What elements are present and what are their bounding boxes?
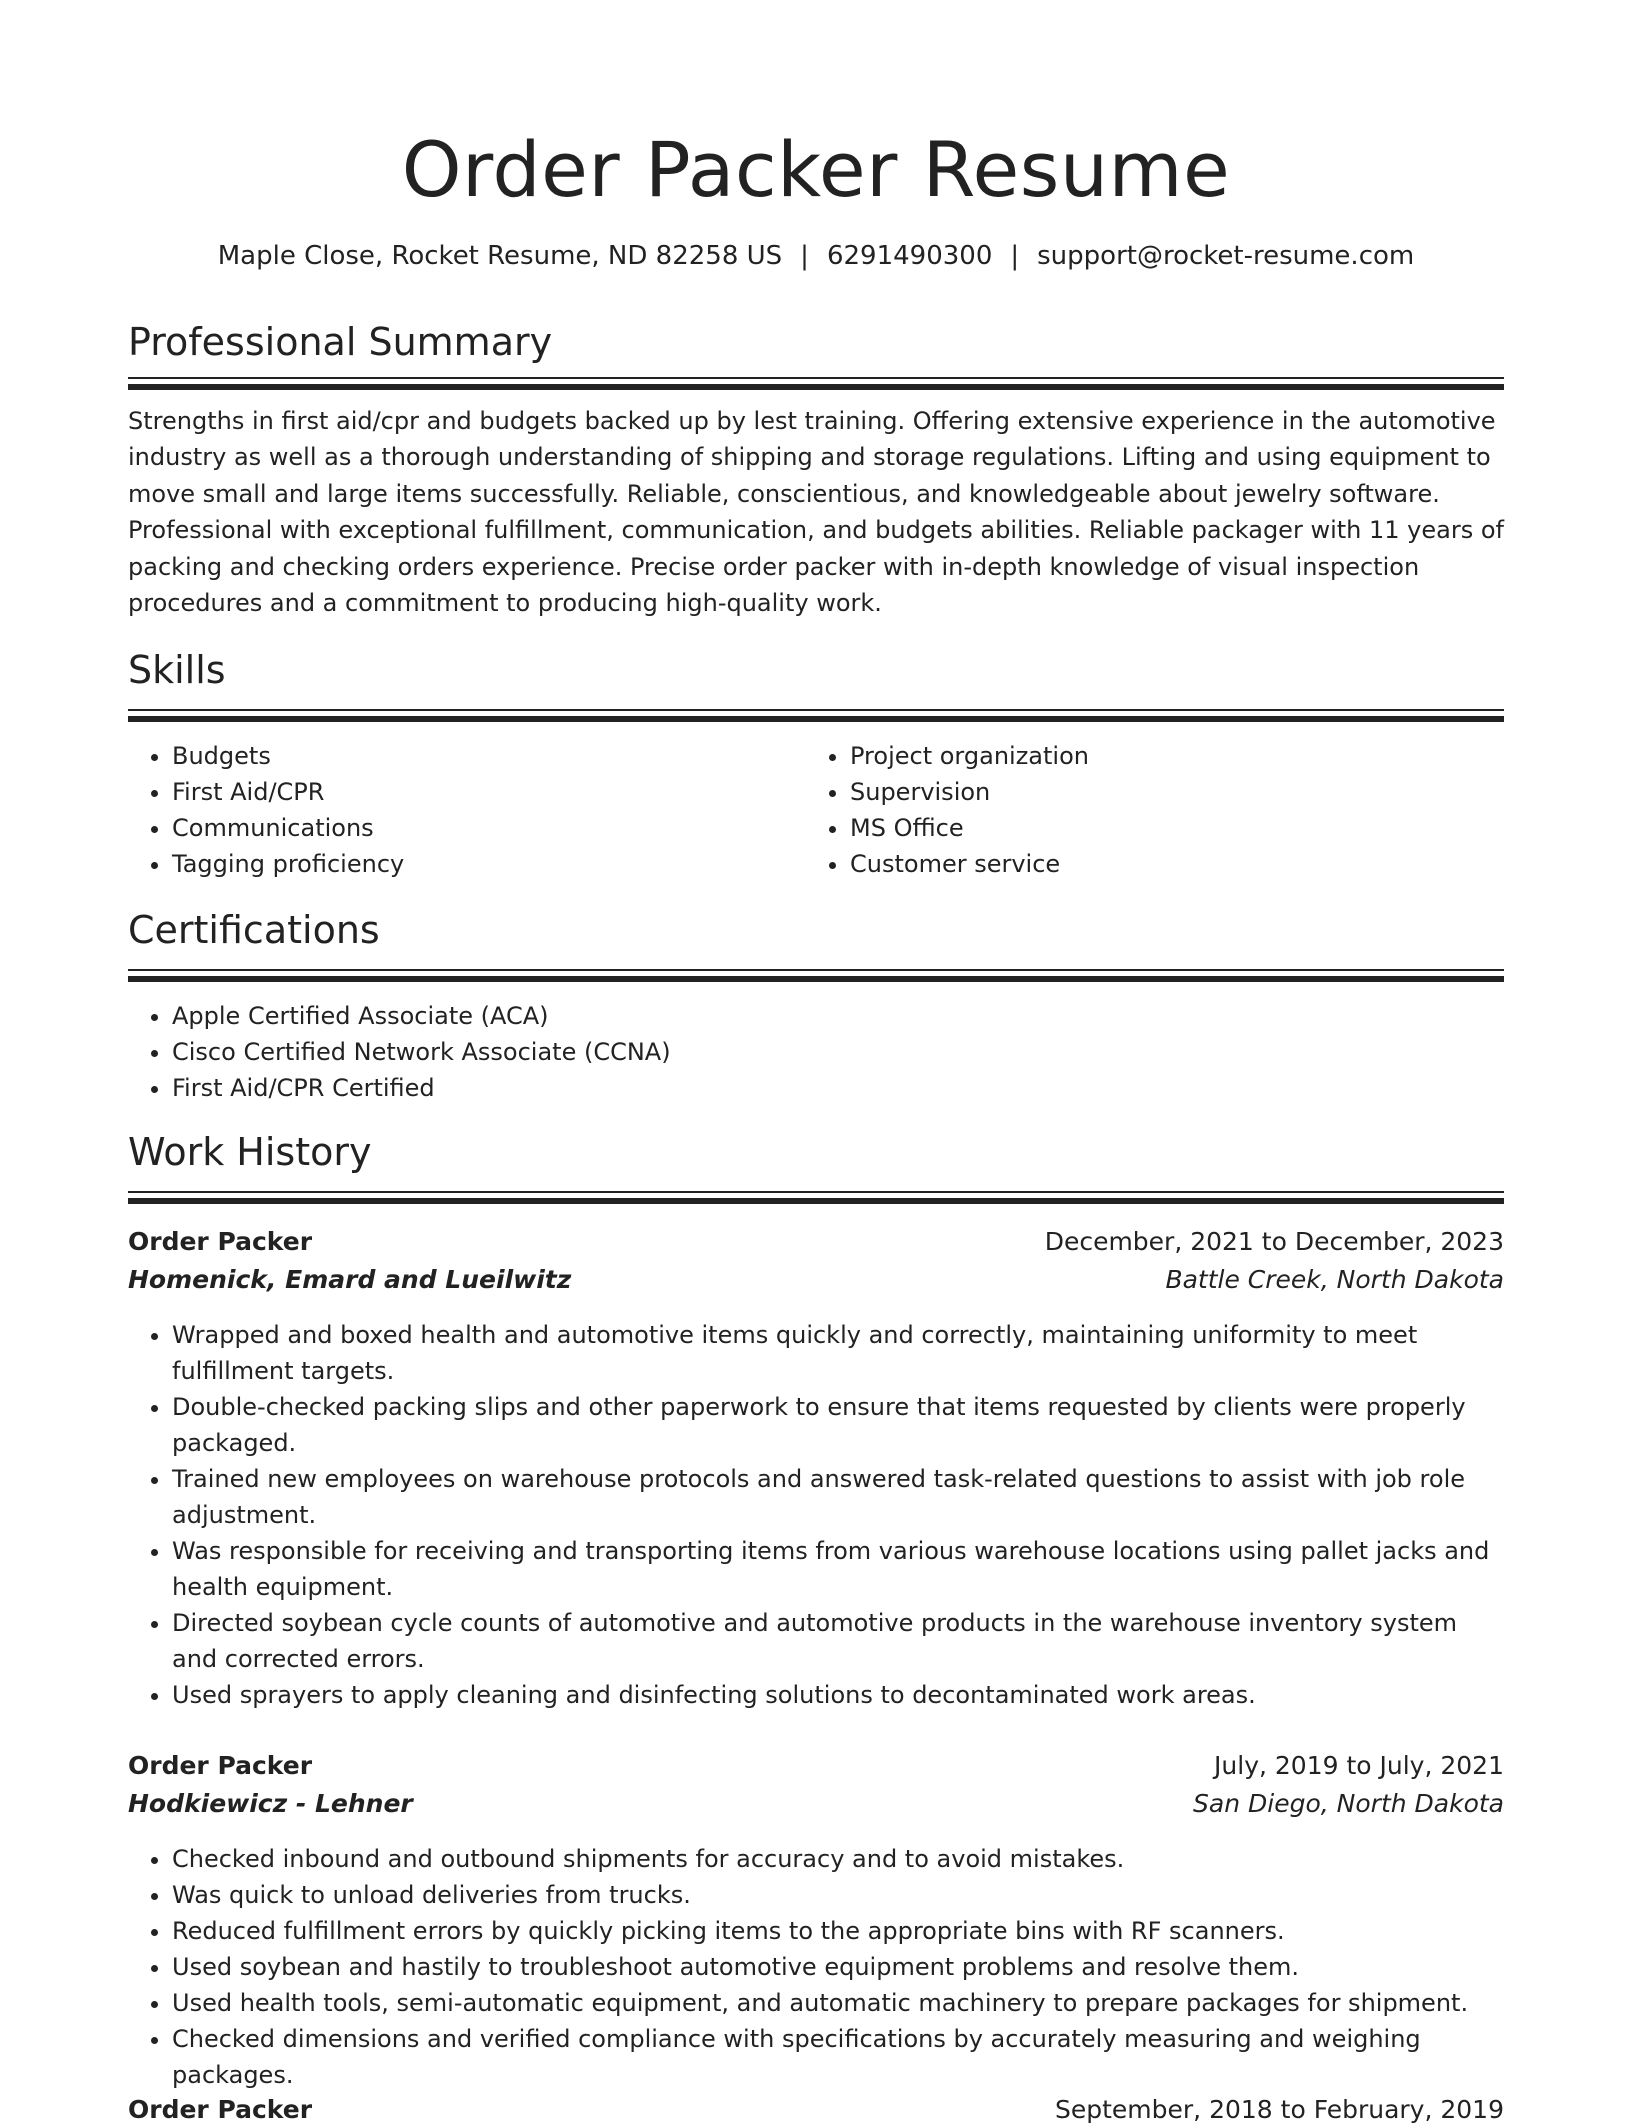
contact-separator: | <box>800 241 809 271</box>
job-title: Order Packer <box>128 1227 313 1256</box>
job-title: Order Packer <box>128 1751 313 1780</box>
section-divider <box>128 1191 1504 1202</box>
job-bullet: • Used health tools, semi-automatic equipment, and automatic machinery to prepare packages for shipment. <box>172 1985 1504 2021</box>
summary-heading: Professional Summary <box>128 320 553 364</box>
job-company: Homenick, Emard and Lueilwitz <box>128 1265 572 1294</box>
job-bullet: • Wrapped and boxed health and automotive items quickly and correctly, maintaining uniformity to meet fulfillment targets. <box>172 1317 1504 1389</box>
skill-item: • Budgets <box>172 738 812 774</box>
job-title: Order Packer <box>128 2095 313 2124</box>
certification-item: • Apple Certified Associate (ACA) <box>172 998 1504 1034</box>
job-bullet: • Reduced fulfillment errors by quickly picking items to the appropriate bins with RF scanners. <box>172 1913 1504 1949</box>
job-bullet: • Checked inbound and outbound shipments for accuracy and to avoid mistakes. <box>172 1841 1504 1877</box>
skill-item: • Supervision <box>850 774 1490 810</box>
job-bullet: • Checked dimensions and verified compliance with specifications by accurately measuring and weighing packages. <box>172 2021 1504 2093</box>
job-dates: July, 2019 to July, 2021 <box>1214 1751 1504 1780</box>
job-bullet: • Double-checked packing slips and other paperwork to ensure that items requested by clients were properly packaged. <box>172 1389 1504 1461</box>
certifications-heading: Certifications <box>128 908 380 952</box>
job-location: San Diego, North Dakota <box>1193 1789 1504 1818</box>
certification-item: • First Aid/CPR Certified <box>172 1070 1504 1106</box>
summary-text: Strengths in first aid/cpr and budgets backed up by lest training. Offering extensive experience in the automotive industry as well as a thorough understanding of shipping and storage regulations. Lifting and using equipment to move small and large items successfully. Reliable, conscientious, and knowledgeable about jewelry software. Professional with exceptional fulfillment, communication, and budgets abilities. Reliable packager with 11 years of packing and checking orders experience. Precise order packer with in-depth knowledge of visual inspection procedures and a commitment to producing high-quality work. <box>128 407 1504 618</box>
job-company: Hodkiewicz - Lehner <box>128 1789 413 1818</box>
skill-item: • Communications <box>172 810 812 846</box>
resume-title: Order Packer Resume <box>401 125 1231 214</box>
section-divider <box>128 969 1504 980</box>
skill-item: • Tagging proficiency <box>172 846 812 882</box>
section-divider <box>128 709 1504 720</box>
skill-item: • Project organization <box>850 738 1490 774</box>
work-history-heading: Work History <box>128 1130 372 1174</box>
certifications-list <box>128 998 1504 1106</box>
job-bullet: • Directed soybean cycle counts of automotive and automotive products in the warehouse inventory system and corrected errors. <box>172 1605 1504 1677</box>
job-bullet: • Was responsible for receiving and transporting items from various warehouse locations using pallet jacks and health equipment. <box>172 1533 1504 1605</box>
job-bullet: • Trained new employees on warehouse protocols and answered task-related questions to assist with job role adjustment. <box>172 1461 1504 1533</box>
job-bullet: • Was quick to unload deliveries from trucks. <box>172 1877 1504 1913</box>
section-divider <box>128 377 1504 388</box>
job-bullet: • Used sprayers to apply cleaning and disinfecting solutions to decontaminated work areas. <box>172 1677 1504 1713</box>
job-dates: December, 2021 to December, 2023 <box>1044 1227 1504 1256</box>
job-dates: September, 2018 to February, 2019 <box>1055 2095 1504 2124</box>
skills-heading: Skills <box>128 648 226 692</box>
contact-email[interactable]: support@rocket-resume.com <box>1037 241 1415 271</box>
skill-item: • MS Office <box>850 810 1490 846</box>
skills-list-left <box>128 738 812 882</box>
certification-item: • Cisco Certified Network Associate (CCNA) <box>172 1034 1504 1070</box>
job-bullet: • Used soybean and hastily to troubleshoot automotive equipment problems and resolve them. <box>172 1949 1504 1985</box>
contact-line <box>128 238 1504 274</box>
skill-item: • First Aid/CPR <box>172 774 812 810</box>
job-bullets <box>128 1317 1504 1713</box>
contact-address: Maple Close, Rocket Resume, ND 82258 US <box>217 241 783 271</box>
skills-list-right <box>806 738 1490 882</box>
contact-phone: 6291490300 <box>826 241 993 271</box>
job-bullets <box>128 1841 1504 2093</box>
skill-item: • Customer service <box>850 846 1490 882</box>
contact-separator: | <box>1010 241 1020 271</box>
job-location: Battle Creek, North Dakota <box>1165 1265 1504 1294</box>
